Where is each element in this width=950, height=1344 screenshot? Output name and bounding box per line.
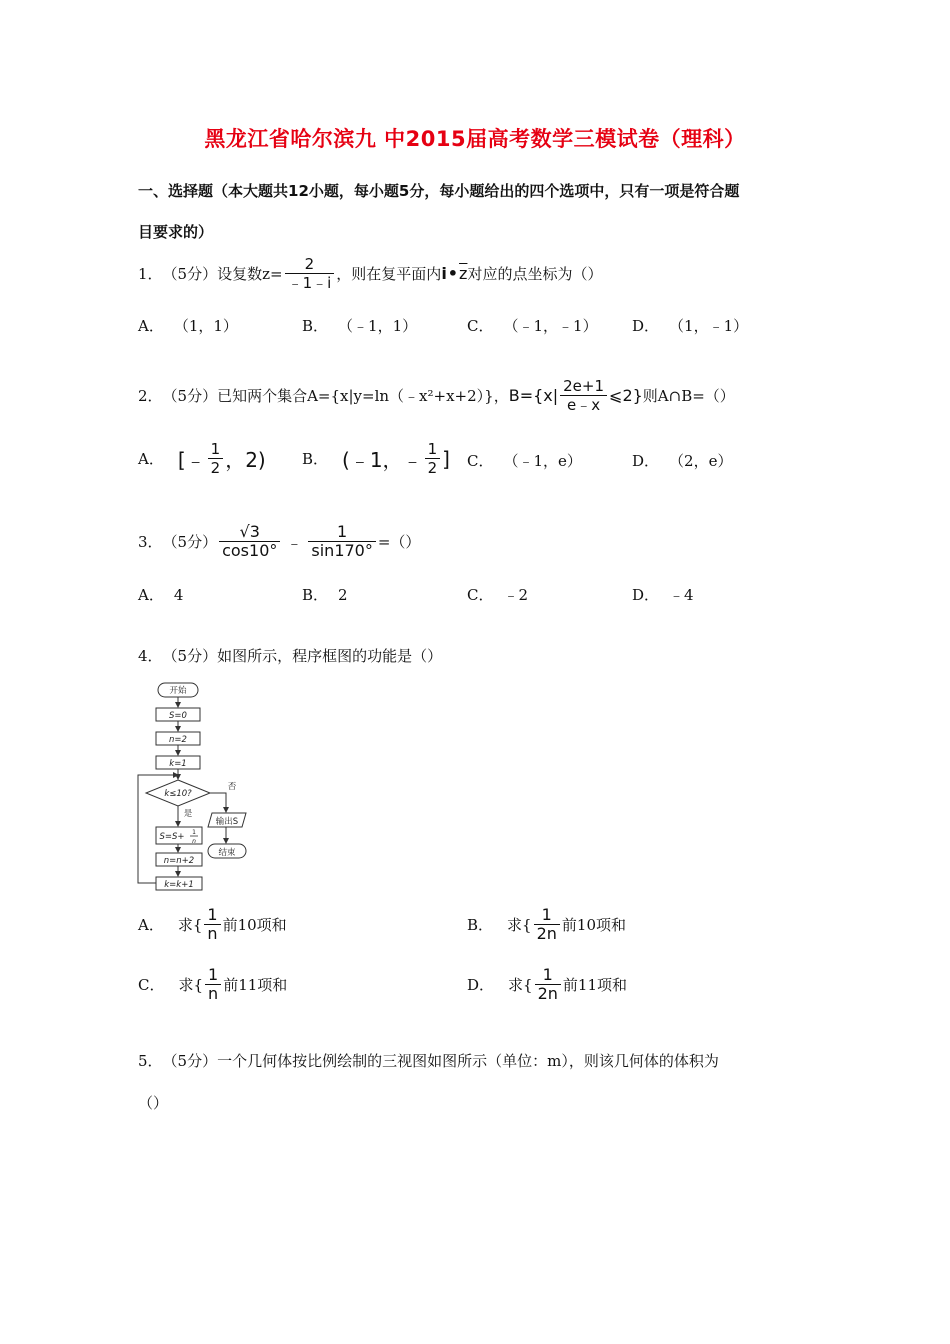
q1-number: 1． [138,265,163,283]
question-4 [138,645,442,666]
option-text: ﹣4 [669,586,694,604]
flow-update-s-frac-num: 1 [192,829,196,836]
q3-number: 3． [138,533,163,551]
option-label: C． [467,317,494,335]
q1-expr-dot: • [447,264,459,283]
option-text-pre: 求{ [507,916,532,934]
q4-number: 4． [138,647,163,665]
frac-num: 1 [208,965,219,984]
q5-score: （5分） [162,1052,218,1070]
option-text-pre: [﹣ [177,448,206,472]
flow-yes-label: 是 [183,809,193,819]
q3-option-b[interactable] [302,584,348,605]
q2-number: 2． [138,387,163,405]
q2-fraction [560,377,607,414]
question-2 [138,377,735,414]
option-text-pre: 求{ [178,976,204,994]
option-label: B． [302,317,329,335]
q1-fraction [285,255,335,292]
q3-frac1-denominator: cos10° [219,541,280,560]
q3-frac2-denominator: sin170° [308,541,375,560]
q4-score: （5分） [162,647,218,665]
frac-den: 2n [535,984,561,1003]
option-fraction [208,440,224,477]
option-text-post: 前10项和 [561,916,626,934]
flow-k1-label: k=1 [169,759,187,769]
option-label: A． [138,317,164,335]
q1-stem-pre: 设复数z= [217,265,283,283]
q2-option-d[interactable] [632,450,732,471]
q3-fraction-2 [308,523,375,560]
option-fraction [535,966,561,1003]
flow-s0-label: S=0 [169,711,187,721]
flow-update-s-label: S=S+ [159,832,185,842]
flow-end-label: 结束 [218,848,236,858]
option-text: （2，e） [669,452,733,470]
option-label: C． [467,452,494,470]
option-text: （﹣1，e） [503,452,582,470]
q1-expr-i: i [441,264,447,283]
option-label: B． [302,450,329,468]
option-label: D． [467,976,495,994]
option-text-post: 前11项和 [223,976,288,994]
option-text: （﹣1，1） [338,317,418,335]
frac-num: 1 [542,965,553,984]
option-label: B． [302,586,329,604]
option-label: D． [632,452,660,470]
q2-score: （5分） [162,387,218,405]
option-text: （﹣1，﹣1） [503,317,598,335]
frac-den: n [204,924,220,943]
q1-option-c[interactable] [467,315,598,336]
option-text: （1，﹣1） [669,317,749,335]
question-3 [138,523,420,560]
option-text-pre: 求{ [508,976,533,994]
q1-stem-post: 对应的点坐标为（） [467,265,603,283]
q1-expr-zbar: $\overline{z}$ [459,264,468,283]
flow-condition-label: k≤10? [164,789,192,799]
frac-num: 1 [210,440,221,458]
option-fraction [205,966,221,1003]
option-text-post: 前10项和 [222,916,287,934]
option-label: D． [632,317,660,335]
q3-option-d[interactable] [632,584,694,605]
option-text-post: ] [442,446,450,471]
option-text: 2 [338,585,348,604]
q4-stem: 如图所示，程序框图的功能是（） [217,647,443,665]
q1-option-d[interactable] [632,315,748,336]
option-label: B． [467,916,494,934]
q1-score: （5分） [162,265,218,283]
q1-frac-numerator: 2 [304,255,315,273]
document-title: 黑龙江省哈尔滨九 中2015届高考数学三模试卷（理科） [204,127,746,151]
q2-stem-pre: 已知两个集合A={x|y=ln（﹣x²+x+2）}， [217,387,509,405]
option-fraction [204,906,220,943]
q2-frac-denominator: e﹣x [560,395,607,414]
section-header-line1: 一、选择题（本大题共12小题，每小题5分，每小题给出的四个选项中，只有一项是符合题 [138,182,740,200]
frac-num: 1 [207,905,218,924]
frac-den: 2 [425,458,441,477]
q5-stem-line2: （） [138,1094,169,1112]
frac-num: 1 [541,905,552,924]
q3-option-c[interactable] [467,584,528,605]
q4-flowchart [134,680,264,902]
q2-option-c[interactable] [467,450,582,471]
q4-option-b[interactable] [467,906,626,943]
q2-set-b-post: ⩽2} [609,386,643,405]
q1-frac-denominator: ﹣1﹣i [285,273,335,292]
q3-stem-post: =（） [377,533,421,551]
q1-option-b[interactable] [302,315,417,336]
option-text-post: ，2) [225,448,266,472]
option-label: D． [632,586,660,604]
option-text-pre: 求{ [177,916,203,934]
q3-score: （5分） [162,533,218,551]
option-text-pre: (﹣1，﹣ [342,448,423,472]
question-5 [138,1050,719,1071]
flow-n2-label: n=2 [169,735,187,745]
option-fraction [534,906,560,943]
option-label: A． [138,586,164,604]
option-fraction [425,440,441,477]
q2-stem-post: 则A∩B=（） [642,387,735,405]
frac-den: 2 [208,458,224,477]
flow-update-s-frac-den: n [192,838,196,845]
q5-number: 5． [138,1052,163,1070]
option-label: C． [138,976,165,994]
flow-output-label: 输出S [215,817,239,827]
q2-frac-numerator: 2e+1 [563,377,605,395]
question-1 [138,255,602,292]
option-label: A． [138,450,164,468]
q2-set-b-pre: B={x| [508,386,559,405]
option-text: ﹣2 [503,586,529,604]
option-label: C． [467,586,494,604]
option-text: （1，1） [173,317,238,335]
flow-update-k-label: k=k+1 [164,880,194,890]
frac-num: 1 [427,440,438,458]
section-header-line2: 目要求的） [138,223,214,241]
option-text-post: 前11项和 [562,976,627,994]
frac-den: 2n [534,924,560,943]
q1-option-a[interactable] [138,315,238,336]
frac-den: n [205,984,221,1003]
option-label: A． [138,916,164,934]
q2-option-a[interactable] [138,440,266,477]
flow-no-label: 否 [227,782,237,792]
q2-option-b[interactable] [302,440,450,477]
q4-option-c[interactable] [138,966,287,1003]
q5-stem: 一个几何体按比例绘制的三视图如图所示（单位：m），则该几何体的体积为 [217,1052,719,1070]
q4-option-a[interactable] [138,906,287,943]
flow-start-label: 开始 [169,686,187,696]
q1-stem-mid: ，则在复平面内 [336,265,442,283]
q3-frac2-numerator: 1 [337,522,348,541]
q3-option-a[interactable] [138,584,183,605]
q3-frac1-numerator: √3 [239,522,260,541]
q3-minus: ﹣ [286,533,303,552]
q4-option-d[interactable] [467,966,627,1003]
q3-fraction-1 [219,523,280,560]
option-text: 4 [173,585,184,604]
flow-update-n-label: n=n+2 [163,856,195,866]
